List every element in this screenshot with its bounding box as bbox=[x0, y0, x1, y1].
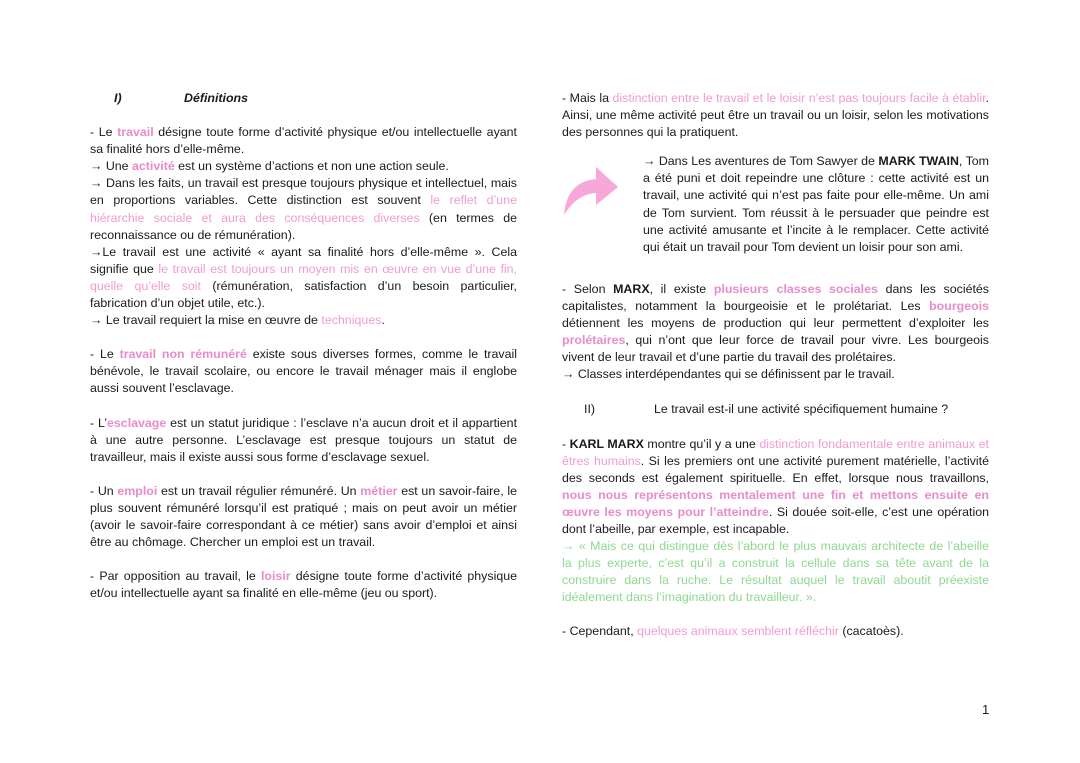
keyword-reflet: le reflet d’une hiérarchie sociale et aura des conséquences diverses bbox=[90, 193, 517, 225]
keyword-travail-non-remunere: travail non rémunéré bbox=[119, 347, 247, 362]
paragraph-cependant: - Cependant, quelques animaux semblent réfléchir (cacatoès). bbox=[562, 624, 904, 639]
paragraph-marx-classes: - Selon MARX, il existe plusieurs classes sociales dans les sociétés capitalistes, notamment la bourgeoisie et le prolétariat. Les bourgeois détiennent les moyens de production qui leur permettent d’exploiter les prolétaires, qui n’ont que leur force de travail pour vivre. Les bourgeois vivent de leur travail et d’une partie du travail des prolétaires. → Classes interdépendantes qui se définissent par le travail. bbox=[562, 281, 990, 382]
paragraph-karl-marx: - KARL MARX montre qu’il y a une distinction fondamentale entre animaux et êtres humains. Si les premiers ont une activité purement matérielle, l’activité des seconds est également spirituelle. En effet, lorsque nous travaillons, nous nous représentons mentalement une fin et mettons ensuite en œuvre les moyens pour l’atteindre. Si douée soit-elle, c’est une opération dont l’abeille, par exemple, est incapable. → « Mais ce qui distingue dès l’abord le plus mauvais architecte de l’abeille la plus experte, c’est qu’il a construit la cellule dans sa tête avant de la construire dans la ruche. Le résultat auquel le travail aboutit préexiste idéalement dans l’imagination du travailleur. ». bbox=[562, 436, 989, 605]
paragraph-loisir: - Par opposition au travail, le loisir désigne toute forme d’activité physique et/ou intellectuelle ayant sa finalité en elle-même (jeu ou sport). bbox=[90, 569, 517, 601]
author-karl-marx: KARL MARX bbox=[569, 436, 644, 451]
paragraph-mark-twain: → Dans Les aventures de Tom Sawyer de MARK TWAIN, Tom a été puni et doit repeindre une clôture : cette activité est un travail, une activité qui n’est pas faite pour elle-même. Un ami de Tom survient. Tom réussit à le persuader que peindre est une activité amusante et l’incite à le remplacer. Cette activité qui était un travail pour Tom devient un loisir pour son ami. bbox=[643, 154, 989, 254]
curved-arrow-icon bbox=[562, 163, 620, 217]
section-title: Définitions bbox=[184, 91, 249, 105]
paragraph-distinction-travail-loisir: - Mais la distinction entre le travail et le loisir n’est pas toujours facile à établir. Ainsi, une même activité peut être un travail ou un loisir, selon les motivations des personnes qui la pratiquent. bbox=[562, 91, 989, 140]
twain-example bbox=[562, 153, 989, 256]
keyword-loisir: loisir bbox=[260, 569, 291, 584]
author-marx: MARX bbox=[613, 281, 650, 296]
paragraph-travail-non-remunere: - Le travail non rémunéré existe sous diverses formes, comme le travail bénévole, le travail scolaire, ou encore le travail ménager mais il englobe aussi souvent l’esclavage. bbox=[90, 347, 517, 396]
right-column bbox=[562, 90, 989, 641]
keyword-esclavage: esclavage bbox=[107, 415, 167, 430]
keyword-emploi: emploi bbox=[117, 483, 158, 498]
keyword-activite: activité bbox=[132, 159, 175, 174]
keyword-distinction-fondamentale: distinction fondamentale entre animaux et êtres humains bbox=[562, 436, 989, 468]
keyword-classes-sociales: plusieurs classes sociales bbox=[713, 281, 878, 296]
keyword-animaux-reflechir: quelques animaux semblent réfléchir bbox=[637, 624, 839, 639]
quote-architecte-abeille: → « Mais ce qui distingue dès l’abord le plus mauvais architecte de l’abeille la plus experte, c’est qu’il a construit la cellule dans sa tête avant de la construire dans la ruche. Le résultat auquel le travail aboutit préexiste idéalement dans l’imagination du travailleur. ». bbox=[562, 539, 989, 605]
keyword-representation-mentale: nous nous représentons mentalement une fin et mettons ensuite en œuvre les moyens pour l’atteindre bbox=[562, 487, 989, 519]
section-number: II) bbox=[584, 402, 596, 417]
section-heading-1 bbox=[90, 90, 517, 107]
keyword-metier: métier bbox=[360, 483, 398, 498]
paragraph-esclavage: - L’esclavage est un statut juridique : l’esclave n’a aucun droit et il appartient à une autre personne. L’esclavage est presque toujours un statut de travailleur, mais il existe aussi sous forme d’esclavage sexuel. bbox=[90, 415, 518, 464]
keyword-distinction: distinction entre le travail et le loisir n’est pas toujours facile à établir bbox=[612, 91, 986, 105]
section-number: I) bbox=[114, 91, 122, 105]
section-title: Le travail est-il une activité spécifiquement humaine ? bbox=[654, 402, 949, 417]
paragraph-travail-definition: - Le travail désigne toute forme d’activité physique et/ou intellectuelle ayant sa finalité hors d’elle-même. → Une activité est un système d’actions et non une action seule. → Dans les faits, un travail est presque toujours physique et intellectuel, mais en proportions variables. Cette distinction est souvent le reflet d’une hiérarchie sociale et aura des conséquences diverses (en termes de reconnaissance ou de rémunération). →Le travail est une activité « ayant sa finalité hors d’elle-même ». Cela signifie que le travail est toujours un moyen mis en œuvre en vue d’une fin, quelle qu’elle soit (rémunération, satisfaction d’un besoin particulier, fabrication d’un objet utile, etc.). → Le travail requiert la mise en œuvre de techniques. bbox=[90, 125, 518, 328]
left-column bbox=[90, 90, 517, 602]
keyword-proletaires: prolétaires bbox=[562, 333, 626, 348]
keyword-moyen: le travail est toujours un moyen mis en œuvre en vue d’une fin, quelle qu’elle soit bbox=[90, 261, 517, 293]
paragraph-emploi-metier: - Un emploi est un travail régulier rémunéré. Un métier est un savoir-faire, le plus souvent rémunéré lorsqu’il est pratiqué ; mais on peut avoir un métier (avoir le savoir-faire correspondant à ce métier) sans avoir d’emploi et ainsi être au chômage. Chercher un emploi est un travail. bbox=[90, 483, 517, 550]
keyword-techniques: techniques bbox=[321, 313, 382, 328]
keyword-travail: travail bbox=[117, 125, 154, 140]
page-number: 1 bbox=[982, 702, 990, 717]
section-heading-2 bbox=[562, 401, 989, 418]
author-mark-twain: MARK TWAIN bbox=[878, 154, 959, 169]
keyword-bourgeois: bourgeois bbox=[929, 298, 989, 313]
